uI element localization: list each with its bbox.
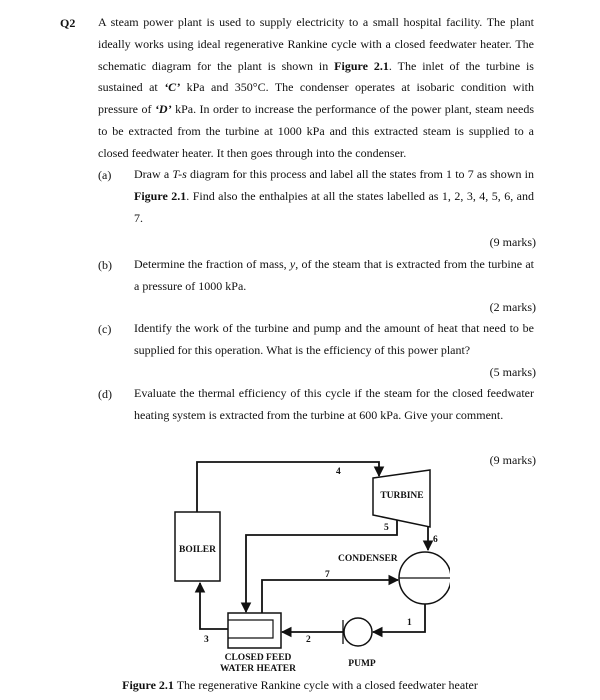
intro-text-2: . The inlet of the turbine is sustained at <box>98 58 534 95</box>
part-a-text-2: diagram for this process and label all the states from 1 to 7 as shown in <box>186 167 535 181</box>
part-a-label: (a) <box>98 168 112 182</box>
figure-caption <box>0 678 600 693</box>
intro-text-3: kPa and 350°C. The condenser operates at isobaric condition with pressure of <box>98 80 534 117</box>
pipe-state-5 <box>246 520 397 612</box>
intro-var-c: ‘C’ <box>164 80 181 95</box>
part-b-text-1: Determine the fraction of mass, <box>134 257 290 271</box>
part-b-y: y <box>289 257 296 271</box>
part-b-marks: (2 marks) <box>489 300 536 314</box>
part-a-text <box>134 164 534 229</box>
pump-shape <box>344 618 372 646</box>
part-b-text <box>134 254 534 298</box>
question-intro <box>98 12 534 165</box>
part-b-label: (b) <box>98 258 112 272</box>
part-a-ts: T-s <box>172 167 187 181</box>
turbine-label: TURBINE <box>380 491 424 501</box>
caption-figure-ref: Figure 2.1 <box>122 678 174 692</box>
intro-figure-ref: Figure 2.1 <box>334 58 389 73</box>
pump-label: PUMP <box>348 659 376 669</box>
intro-text-4: kPa. In order to increase the performance of the power plant, steam needs to be extracted from the turbine at 1000 kPa and this extracted steam is supplied to a closed feedwater heater. It then goes through into the condenser. <box>98 102 534 160</box>
intro-text-1: A steam power plant is used to supply electricity to a small hospital facility. The plant ideally works using ideal regenerative Rankine cycle with a closed feedwater heater. The schematic diagram for the plant is shown in <box>98 15 534 73</box>
pipe-state-7 <box>262 580 398 613</box>
boiler-label: BOILER <box>179 545 216 555</box>
pipe-state-3 <box>200 583 228 629</box>
part-c-marks: (5 marks) <box>489 365 536 379</box>
part-d-text: Evaluate the thermal efficiency of this cycle if the steam for the closed feedwater heating system is extracted from the turbine at 600 kPa. Give your comment. <box>134 386 534 422</box>
part-a-text-3: . Find also the enthalpies at all the states labelled as 1, 2, 3, 4, 5, 6, and 7. <box>134 188 534 225</box>
state-6-label: 6 <box>433 535 438 545</box>
part-d-label: (d) <box>98 387 112 401</box>
state-4-label: 4 <box>336 467 341 477</box>
rankine-schematic <box>150 450 450 680</box>
feedwater-heater-label-1: CLOSED FEED <box>224 653 292 663</box>
state-5-label: 5 <box>384 523 389 533</box>
state-7-label: 7 <box>325 570 330 580</box>
state-2-label: 2 <box>306 635 311 645</box>
part-c-label: (c) <box>98 322 112 336</box>
part-a-text-1: Draw a <box>134 167 173 181</box>
part-a-figure-ref: Figure 2.1 <box>134 188 187 203</box>
part-b-text-2: , of the steam that is extracted from the turbine at a pressure of 1000 kPa. <box>134 257 535 293</box>
part-c-text: Identify the work of the turbine and pump and the amount of heat that need to be supplied for this operation. What is the efficiency of this power plant? <box>134 321 534 357</box>
condenser-label: CONDENSER <box>338 554 398 564</box>
feedwater-heater-label-2: WATER HEATER <box>220 664 296 674</box>
part-d-marks: (9 marks) <box>489 453 536 467</box>
caption-text: The regenerative Rankine cycle with a closed feedwater heater <box>173 678 478 692</box>
pipe-state-1 <box>373 604 425 632</box>
part-a-marks: (9 marks) <box>489 235 536 249</box>
pipe-state-4 <box>197 462 379 512</box>
intro-var-d: ‘D’ <box>154 102 172 117</box>
state-3-label: 3 <box>204 635 209 645</box>
state-1-label: 1 <box>407 618 412 628</box>
question-number: Q2 <box>60 16 76 30</box>
